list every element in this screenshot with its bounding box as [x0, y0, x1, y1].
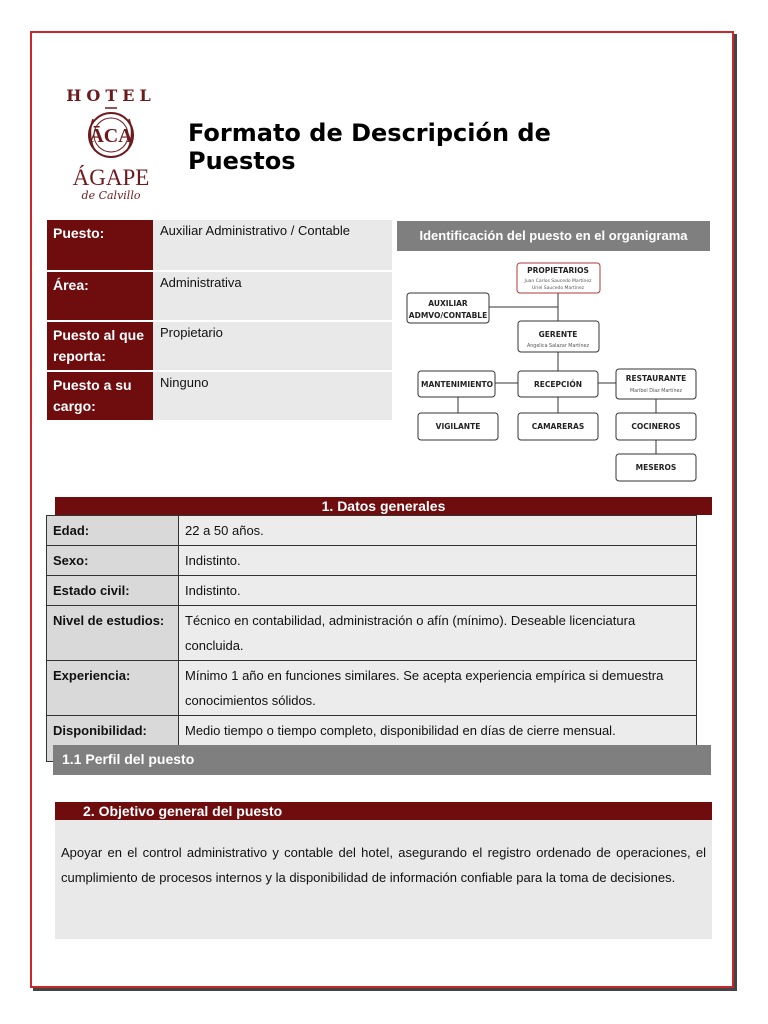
svg-text:Juan Carlos Saucedo Martínez: Juan Carlos Saucedo Martínez [524, 279, 592, 284]
info-row-reporta [47, 320, 392, 370]
org-chart [397, 255, 710, 485]
row-label: Sexo: [47, 546, 179, 576]
info-label: Puesto: [47, 220, 153, 270]
row-label: Edad: [47, 516, 179, 546]
row-value: 22 a 50 años. [179, 516, 697, 546]
row-value: Indistinto. [179, 546, 697, 576]
table-row [47, 516, 697, 546]
org-box-restaurante [616, 369, 696, 399]
info-value: Auxiliar Administrativo / Contable [153, 220, 392, 270]
svg-text:ADMVO/CONTABLE: ADMVO/CONTABLE [408, 311, 488, 320]
info-value: Administrativa [153, 270, 392, 320]
table-row [47, 546, 697, 576]
row-label: Disponibilidad: [47, 716, 179, 762]
page-title: Formato de Descripción de Puestos [188, 119, 551, 175]
row-value: Medio tiempo o tiempo completo, disponibilidad en días de cierre mensual. [179, 716, 697, 762]
svg-text:Uriel Saucedo Martínez: Uriel Saucedo Martínez [531, 286, 585, 291]
org-box-propietarios [517, 263, 600, 293]
svg-text:Angelica Salazar Martínez: Angelica Salazar Martínez [526, 344, 590, 349]
svg-text:PROPIETARIOS: PROPIETARIOS [527, 266, 589, 275]
row-label: Experiencia: [47, 661, 179, 716]
org-chart-heading: Identificación del puesto en el organigrama [397, 221, 710, 251]
table-row [47, 576, 697, 606]
info-label: Puesto al que reporta: [47, 320, 153, 370]
row-label: Nivel de estudios: [47, 606, 179, 661]
org-box-gerente [518, 321, 599, 352]
svg-text:MESEROS: MESEROS [635, 463, 677, 472]
org-box-mantenimiento [418, 371, 495, 397]
org-box-cocineros [616, 413, 696, 440]
general-data-table [46, 515, 697, 762]
table-row [47, 606, 697, 661]
info-value: Ninguno [153, 370, 392, 420]
table-row [47, 661, 697, 716]
svg-text:AUXILIAR: AUXILIAR [428, 299, 468, 308]
logo-subtitle: de Calvillo [81, 189, 141, 202]
svg-text:RESTAURANTE: RESTAURANTE [625, 374, 687, 383]
org-box-vigilante [418, 413, 498, 440]
org-box-meseros [616, 454, 696, 481]
job-info-table [47, 220, 392, 420]
row-value: Indistinto. [179, 576, 697, 606]
svg-text:Maribel Díaz Martínez: Maribel Díaz Martínez [629, 389, 683, 394]
svg-text:MANTENIMIENTO: MANTENIMIENTO [421, 380, 493, 389]
svg-text:CAMARERAS: CAMARERAS [531, 422, 585, 431]
logo-hotel-text: HOTEL [66, 86, 156, 105]
section-datos-generales: 1. Datos generales [55, 497, 712, 515]
svg-text:ĀCA: ĀCA [89, 125, 133, 147]
row-label: Estado civil: [47, 576, 179, 606]
info-row-area [47, 270, 392, 320]
org-box-camareras [518, 413, 598, 440]
hotel-logo [56, 86, 166, 206]
svg-text:GERENTE: GERENTE [538, 330, 578, 339]
objective-text: Apoyar en el control administrativo y contable del hotel, asegurando el registro ordenado de operaciones, el cumplimiento de procesos internos y la disponibilidad de información confiable para la toma de decisiones. [55, 820, 712, 939]
info-row-cargo [47, 370, 392, 420]
row-value: Técnico en contabilidad, administración o afín (mínimo). Deseable licenciatura concluida. [179, 606, 697, 661]
logo-name: ÁGAPE [72, 165, 150, 190]
org-box-recepcion [518, 371, 598, 397]
row-value: Mínimo 1 año en funciones similares. Se acepta experiencia empírica si demuestra conocimientos sólidos. [179, 661, 697, 716]
svg-text:VIGILANTE: VIGILANTE [435, 422, 481, 431]
logo-monogram-icon [81, 105, 141, 161]
svg-text:RECEPCIÓN: RECEPCIÓN [534, 380, 582, 389]
subsection-perfil-puesto: 1.1 Perfil del puesto [53, 745, 711, 775]
svg-text:COCINEROS: COCINEROS [631, 422, 681, 431]
info-value: Propietario [153, 320, 392, 370]
info-label: Puesto a su cargo: [47, 370, 153, 420]
org-box-auxiliar [407, 293, 489, 323]
section-objetivo-general: 2. Objetivo general del puesto [55, 802, 712, 820]
info-label: Área: [47, 270, 153, 320]
info-row-puesto [47, 220, 392, 270]
